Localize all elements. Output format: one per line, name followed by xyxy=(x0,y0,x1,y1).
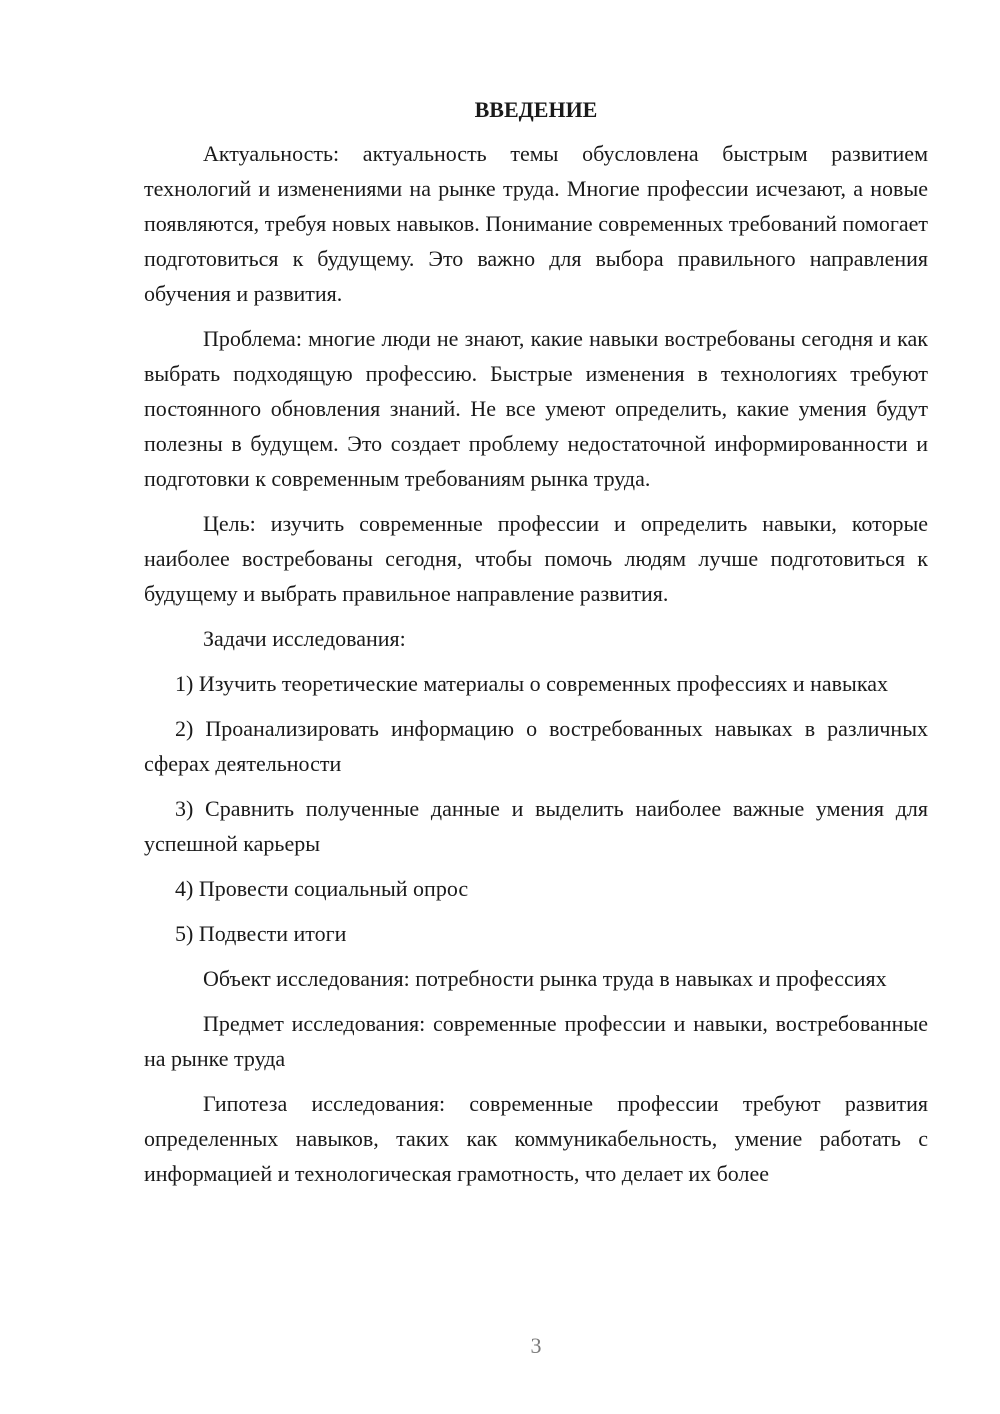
task-item-1: 1) Изучить теоретические материалы о современных профессиях и навыках xyxy=(175,671,888,696)
relevance-paragraph: Актуальность: актуальность темы обусловлена быстрым развитием технологий и изменениями на рынке труда. Многие профессии исчезают, а новые появляются, требуя новых навыков. Понимание современных требований помогает подготовиться к будущему. Это важно для выбора правильного направления обучения и развития. xyxy=(144,141,928,306)
hypothesis-paragraph: Гипотеза исследования: современные профессии требуют развития определенных навыков, таких как коммуникабельность, умение работать с информацией и технологическая грамотность, что делает их более xyxy=(144,1091,928,1186)
tasks-title: Задачи исследования: xyxy=(203,626,406,651)
task-item-3: 3) Сравнить полученные данные и выделить наиболее важные умения для успешной карьеры xyxy=(144,796,928,856)
task-item-4: 4) Провести социальный опрос xyxy=(175,876,469,901)
object-paragraph: Объект исследования: потребности рынка труда в навыках и профессиях xyxy=(203,966,887,991)
page-content xyxy=(144,94,928,1201)
subject-paragraph: Предмет исследования: современные профессии и навыки, востребованные на рынке труда xyxy=(144,1011,928,1071)
problem-paragraph: Проблема: многие люди не знают, какие навыки востребованы сегодня и как выбрать подходящую профессию. Быстрые изменения в технологиях требуют постоянного обновления знаний. Не все умеют определить, какие умения будут полезны в будущем. Это создает проблему недостаточной информированности и подготовки к современным требованиям рынка труда. xyxy=(144,326,928,491)
task-item-5: 5) Подвести итоги xyxy=(175,921,347,946)
task-item-2: 2) Проанализировать информацию о востребованных навыках в различных сферах деятельности xyxy=(144,716,928,776)
goal-paragraph: Цель: изучить современные профессии и определить навыки, которые наиболее востребованы сегодня, чтобы помочь людям лучше подготовиться к будущему и выбрать правильное направление развития. xyxy=(144,511,928,606)
section-heading: ВВЕДЕНИЕ xyxy=(474,97,598,122)
page-number: 3 xyxy=(530,1333,542,1358)
